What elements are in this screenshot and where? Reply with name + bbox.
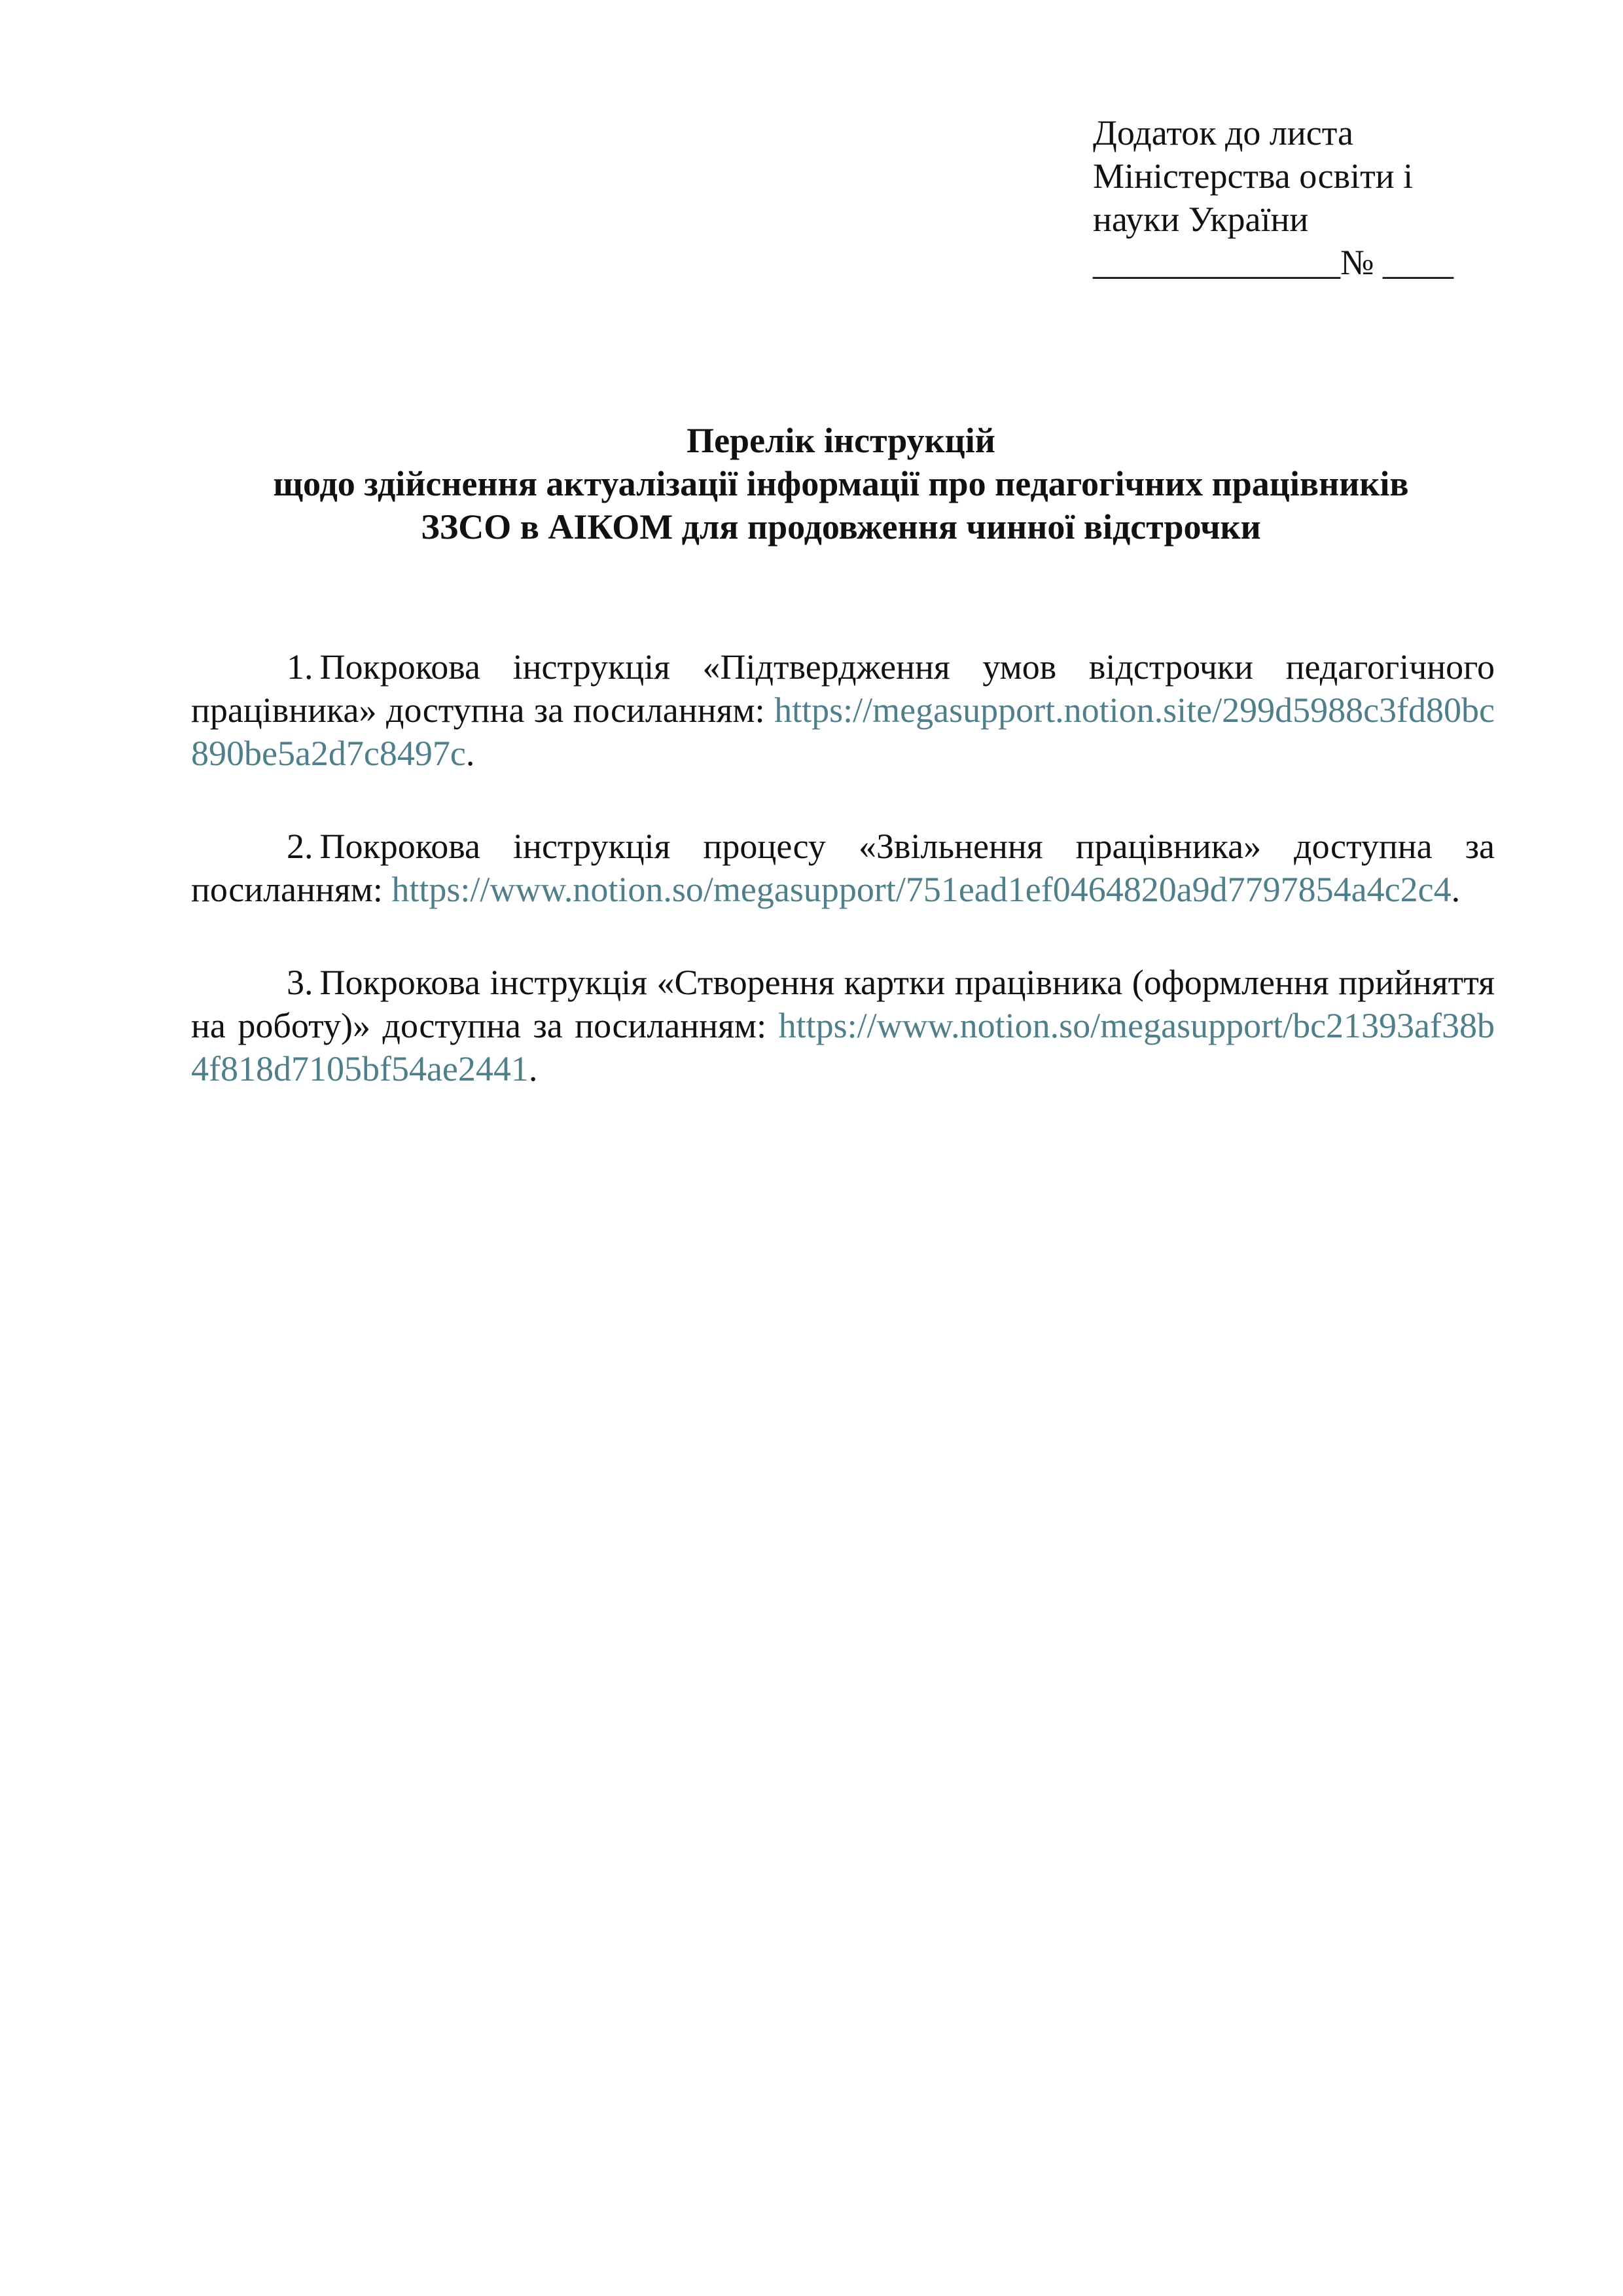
instruction-list bbox=[191, 645, 1495, 1140]
appendix-line: Міністерства освіти і bbox=[1093, 156, 1414, 196]
item-text: Покрокова інструкція «Підтвердження умов відстрочки педагогічного працівника» доступна за посиланням: bbox=[191, 647, 1495, 730]
list-item bbox=[191, 961, 1495, 1090]
title-line: Перелік інструкцій bbox=[687, 421, 995, 460]
item-text: Покрокова інструкція процесу «Звільнення працівника» доступна за посиланням: bbox=[191, 827, 1495, 909]
item-text: Покрокова інструкція «Створення картки працівника (оформлення прийняття на роботу)» доступна за посиланням: bbox=[191, 963, 1495, 1045]
appendix-line: Додаток до листа bbox=[1093, 113, 1353, 152]
list-item bbox=[191, 825, 1495, 911]
appendix-note bbox=[1093, 111, 1512, 284]
title-line: щодо здійснення актуалізації інформації про педагогічних працівників bbox=[273, 464, 1409, 503]
item-number: 1. bbox=[287, 647, 313, 687]
list-item bbox=[191, 645, 1495, 775]
appendix-line: науки України bbox=[1093, 200, 1309, 239]
title-line: ЗЗСО в АІКОМ для продовження чинної відстрочки bbox=[421, 507, 1261, 547]
item-end: . bbox=[528, 1049, 538, 1088]
item-number: 2. bbox=[287, 827, 313, 866]
instruction-link[interactable]: https://www.notion.so/megasupport/751ead1ef0464820a9d7797854a4c2c4 bbox=[391, 870, 1452, 909]
item-number: 3. bbox=[287, 963, 313, 1002]
instruction-link[interactable]: https://www.notion.so/megasupport/bc21393af38b4f818d7105bf54ae2441 bbox=[191, 1006, 1495, 1088]
appendix-number-line: ______________№ ____ bbox=[1093, 243, 1454, 282]
item-end: . bbox=[1451, 870, 1461, 909]
instruction-link[interactable]: https://megasupport.notion.site/299d5988c3fd80bc890be5a2d7c8497c bbox=[191, 691, 1495, 773]
document-title bbox=[190, 419, 1492, 548]
item-end: . bbox=[465, 734, 475, 773]
